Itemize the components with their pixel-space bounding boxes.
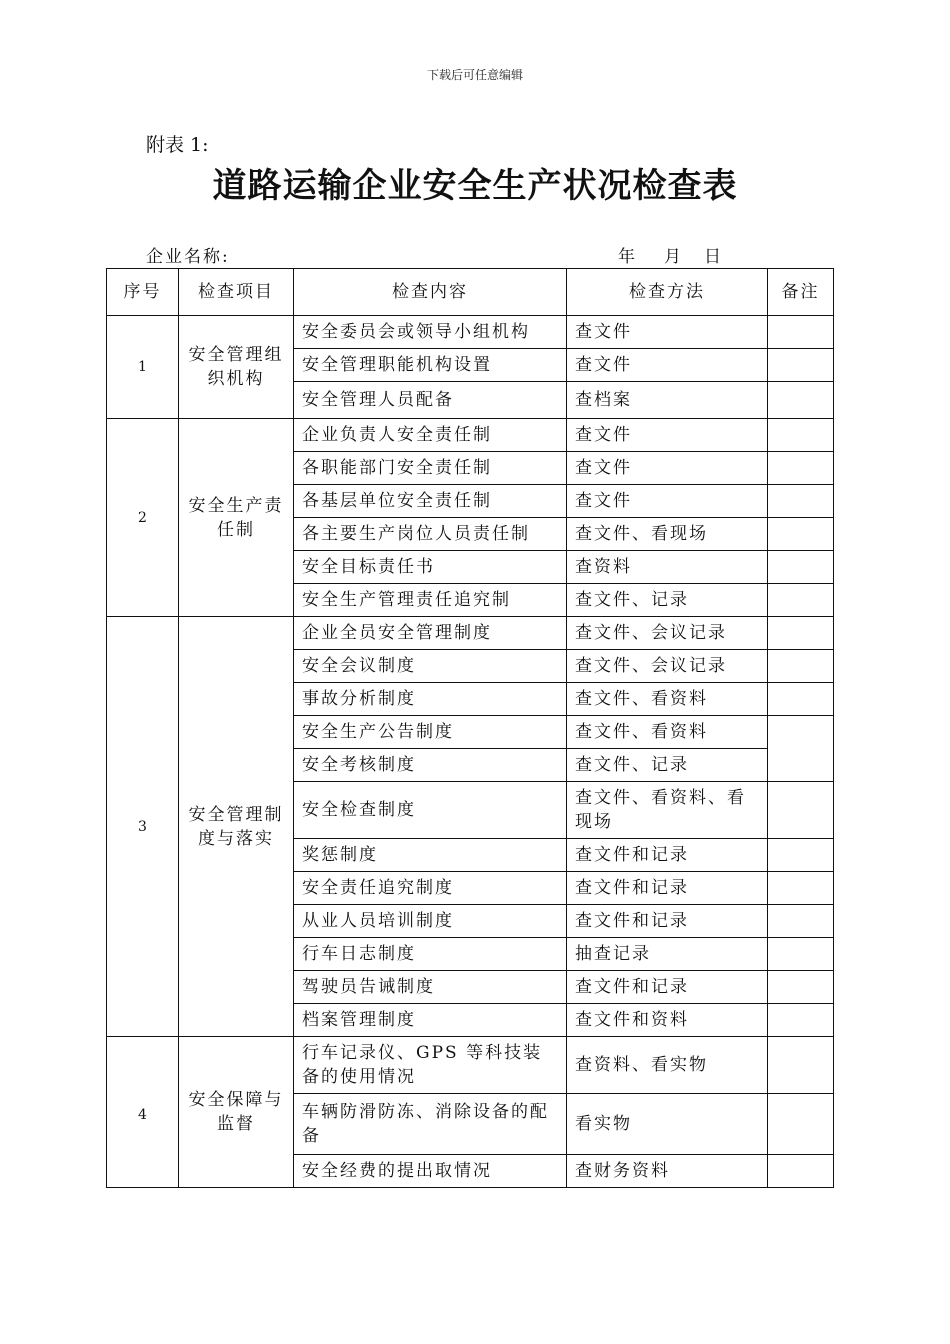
check-method: 查文件 bbox=[567, 452, 768, 485]
check-content: 行车日志制度 bbox=[294, 938, 567, 971]
check-method: 查资料、看实物 bbox=[567, 1037, 768, 1094]
group-seq: 2 bbox=[107, 419, 179, 617]
group-item: 安全管理组织机构 bbox=[179, 316, 294, 419]
check-content: 安全考核制度 bbox=[294, 749, 567, 782]
check-content: 企业负责人安全责任制 bbox=[294, 419, 567, 452]
date-year: 年 bbox=[618, 247, 635, 267]
check-method: 查文件、看资料 bbox=[567, 716, 768, 749]
remark-cell[interactable] bbox=[768, 650, 834, 683]
inspection-table bbox=[106, 268, 834, 1188]
check-method: 查文件和记录 bbox=[567, 905, 768, 938]
group-item: 安全保障与监督 bbox=[179, 1037, 294, 1188]
check-method: 查文件和记录 bbox=[567, 839, 768, 872]
remark-cell[interactable] bbox=[768, 1155, 834, 1188]
remark-cell[interactable] bbox=[768, 584, 834, 617]
check-method: 查文件、记录 bbox=[567, 749, 768, 782]
check-content: 各职能部门安全责任制 bbox=[294, 452, 567, 485]
check-content: 奖惩制度 bbox=[294, 839, 567, 872]
header-content: 检查内容 bbox=[294, 269, 567, 316]
check-method: 查文件 bbox=[567, 419, 768, 452]
group-item: 安全生产责任制 bbox=[179, 419, 294, 617]
check-method: 查资料 bbox=[567, 551, 768, 584]
check-method: 查文件、看资料 bbox=[567, 683, 768, 716]
check-method: 查财务资料 bbox=[567, 1155, 768, 1188]
table-header-row bbox=[107, 269, 834, 316]
header-method: 检查方法 bbox=[567, 269, 768, 316]
check-content: 行车记录仪、GPS 等科技装备的使用情况 bbox=[294, 1037, 567, 1094]
page-title: 道路运输企业安全生产状况检查表 bbox=[212, 166, 738, 206]
check-content: 从业人员培训制度 bbox=[294, 905, 567, 938]
date-fields bbox=[618, 242, 721, 267]
check-content: 驾驶员告诫制度 bbox=[294, 971, 567, 1004]
check-content: 各基层单位安全责任制 bbox=[294, 485, 567, 518]
table-row bbox=[107, 316, 834, 349]
group-seq: 3 bbox=[107, 617, 179, 1037]
header-seq: 序号 bbox=[107, 269, 179, 316]
check-method: 查文件 bbox=[567, 316, 768, 349]
group-seq: 1 bbox=[107, 316, 179, 419]
check-method: 看实物 bbox=[567, 1094, 768, 1155]
check-content: 车辆防滑防冻、消除设备的配备 bbox=[294, 1094, 567, 1155]
remark-cell[interactable] bbox=[768, 1037, 834, 1094]
remark-cell[interactable] bbox=[768, 716, 834, 782]
check-method: 查文件和记录 bbox=[567, 872, 768, 905]
remark-cell[interactable] bbox=[768, 452, 834, 485]
check-method: 查文件和记录 bbox=[567, 971, 768, 1004]
remark-cell[interactable] bbox=[768, 938, 834, 971]
table-row bbox=[107, 617, 834, 650]
check-content: 安全管理职能机构设置 bbox=[294, 349, 567, 382]
remark-cell[interactable] bbox=[768, 349, 834, 382]
check-method: 查文件、看现场 bbox=[567, 518, 768, 551]
remark-cell[interactable] bbox=[768, 485, 834, 518]
company-name-label: 企业名称: bbox=[146, 247, 230, 267]
remark-cell[interactable] bbox=[768, 551, 834, 584]
check-method: 查文件 bbox=[567, 349, 768, 382]
appendix-label: 附表 1: bbox=[146, 134, 209, 156]
group-seq: 4 bbox=[107, 1037, 179, 1188]
check-content: 企业全员安全管理制度 bbox=[294, 617, 567, 650]
check-method: 查档案 bbox=[567, 382, 768, 419]
check-method: 查文件、会议记录 bbox=[567, 617, 768, 650]
check-content: 安全检查制度 bbox=[294, 782, 567, 839]
check-content: 安全委员会或领导小组机构 bbox=[294, 316, 567, 349]
group-item: 安全管理制度与落实 bbox=[179, 617, 294, 1037]
date-month: 月 bbox=[664, 247, 681, 267]
table-row bbox=[107, 1037, 834, 1094]
remark-cell[interactable] bbox=[768, 782, 834, 839]
check-method: 查文件、记录 bbox=[567, 584, 768, 617]
header-remark: 备注 bbox=[768, 269, 834, 316]
check-method: 查文件 bbox=[567, 485, 768, 518]
remark-cell[interactable] bbox=[768, 971, 834, 1004]
check-method: 抽查记录 bbox=[567, 938, 768, 971]
date-day: 日 bbox=[704, 247, 721, 267]
remark-cell[interactable] bbox=[768, 1094, 834, 1155]
remark-cell[interactable] bbox=[768, 1004, 834, 1037]
remark-cell[interactable] bbox=[768, 872, 834, 905]
check-content: 事故分析制度 bbox=[294, 683, 567, 716]
check-content: 档案管理制度 bbox=[294, 1004, 567, 1037]
remark-cell[interactable] bbox=[768, 905, 834, 938]
remark-cell[interactable] bbox=[768, 617, 834, 650]
check-content: 安全目标责任书 bbox=[294, 551, 567, 584]
check-method: 查文件、看资料、看现场 bbox=[567, 782, 768, 839]
check-method: 查文件和资料 bbox=[567, 1004, 768, 1037]
table-row bbox=[107, 419, 834, 452]
check-method: 查文件、会议记录 bbox=[567, 650, 768, 683]
remark-cell[interactable] bbox=[768, 683, 834, 716]
check-content: 安全会议制度 bbox=[294, 650, 567, 683]
check-content: 各主要生产岗位人员责任制 bbox=[294, 518, 567, 551]
header-note: 下载后可任意编辑 bbox=[426, 68, 523, 82]
check-content: 安全生产管理责任追究制 bbox=[294, 584, 567, 617]
remark-cell[interactable] bbox=[768, 316, 834, 349]
header-item: 检查项目 bbox=[179, 269, 294, 316]
remark-cell[interactable] bbox=[768, 382, 834, 419]
check-content: 安全生产公告制度 bbox=[294, 716, 567, 749]
check-content: 安全经费的提出取情况 bbox=[294, 1155, 567, 1188]
remark-cell[interactable] bbox=[768, 518, 834, 551]
remark-cell[interactable] bbox=[768, 839, 834, 872]
check-content: 安全责任追究制度 bbox=[294, 872, 567, 905]
check-content: 安全管理人员配备 bbox=[294, 382, 567, 419]
remark-cell[interactable] bbox=[768, 419, 834, 452]
